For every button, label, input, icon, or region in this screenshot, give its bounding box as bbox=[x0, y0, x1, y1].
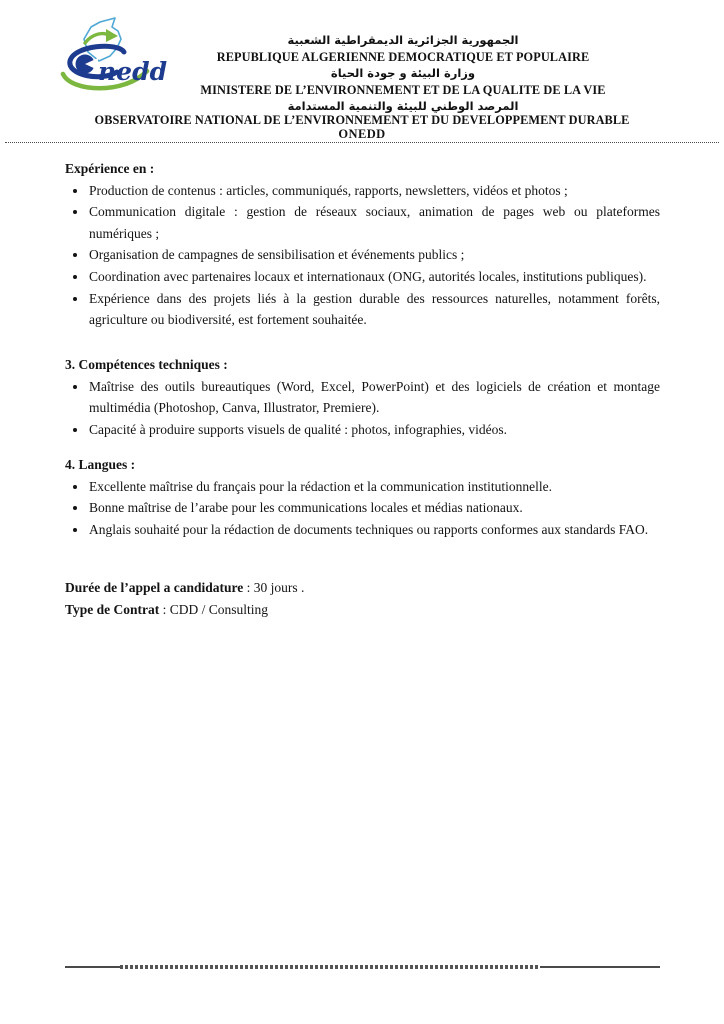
field-value: : 30 jours . bbox=[243, 580, 305, 595]
field-type-contrat bbox=[65, 599, 660, 621]
letterhead-line-republic: REPUBLIQUE ALGERIENNE DEMOCRATIQUE ET POPULAIRE bbox=[216, 49, 590, 64]
section-heading: Expérience en : bbox=[65, 161, 155, 176]
section-heading: 3. Compétences techniques : bbox=[65, 357, 228, 372]
section-langues bbox=[65, 454, 660, 540]
letterhead-line-arabic-ministry: وزارة البيئة و جودة الحياة bbox=[330, 66, 476, 80]
list-item: • Bonne maîtrise de l’arabe pour les communications locales et médias nationaux. bbox=[88, 497, 660, 519]
field-label: Type de Contrat bbox=[65, 601, 160, 617]
section-heading: 4. Langues : bbox=[65, 457, 136, 472]
letterhead-line-ministry: MINISTERE DE L’ENVIRONNEMENT ET DE LA QUALITE DE LA VIE bbox=[200, 82, 606, 97]
list-item: • Expérience dans des projets liés à la gestion durable des ressources naturelles, notamment forêts, agriculture ou biodiversité, est fortement souhaitée. bbox=[88, 288, 660, 331]
list-item: • Organisation de campagnes de sensibilisation et événements publics ; bbox=[88, 244, 660, 266]
letterhead-line-arabic-republic: الجمهورية الجزائرية الديمقراطية الشعبية bbox=[287, 33, 519, 47]
field-duree bbox=[65, 577, 660, 599]
langues-list bbox=[65, 476, 660, 541]
list-item: • Communication digitale : gestion de réseaux sociaux, animation de pages web ou plateformes numériques ; bbox=[88, 201, 660, 244]
competences-list bbox=[65, 376, 660, 441]
list-item: • Capacité à produire supports visuels de qualité : photos, infographies, vidéos. bbox=[88, 419, 660, 441]
section-competences-techniques bbox=[65, 354, 660, 440]
header-divider bbox=[5, 142, 719, 143]
logo-text: nedd bbox=[98, 57, 168, 86]
footer-rule-dashes bbox=[120, 965, 540, 969]
list-item: • Anglais souhaité pour la rédaction de documents techniques ou rapports conformes aux standards FAO. bbox=[88, 519, 660, 541]
experience-list bbox=[65, 180, 660, 331]
letterhead bbox=[86, 32, 720, 115]
field-label: Durée de l’appel a candidature bbox=[65, 580, 244, 595]
list-item: • Excellente maîtrise du français pour la rédaction et la communication institutionnelle. bbox=[88, 476, 660, 498]
letterhead-line-arabic-observatory: المرصد الوطني للبيئة والتنمية المستدامة bbox=[287, 99, 519, 113]
list-item: • Coordination avec partenaires locaux et internationaux (ONG, autorités locales, institutions publiques). bbox=[88, 266, 660, 288]
letterhead-line-observatory: OBSERVATOIRE NATIONAL DE L’ENVIRONNEMENT ET DU DEVELOPPEMENT DURABLE bbox=[94, 113, 630, 127]
contract-fields bbox=[65, 577, 660, 620]
section-experience bbox=[65, 158, 660, 331]
footer-rule bbox=[65, 966, 660, 968]
field-value: : CDD / Consulting bbox=[159, 601, 269, 617]
list-item: • Maîtrise des outils bureautiques (Word, Excel, PowerPoint) et des logiciels de création et montage multimédia (Photoshop, Canva, Illustrator, Premiere). bbox=[88, 376, 660, 419]
letterhead-observatory bbox=[4, 114, 720, 141]
letterhead-line-onedd: ONEDD bbox=[338, 126, 386, 141]
list-item: • Production de contenus : articles, communiqués, rapports, newsletters, vidéos et photos ; bbox=[88, 180, 660, 202]
